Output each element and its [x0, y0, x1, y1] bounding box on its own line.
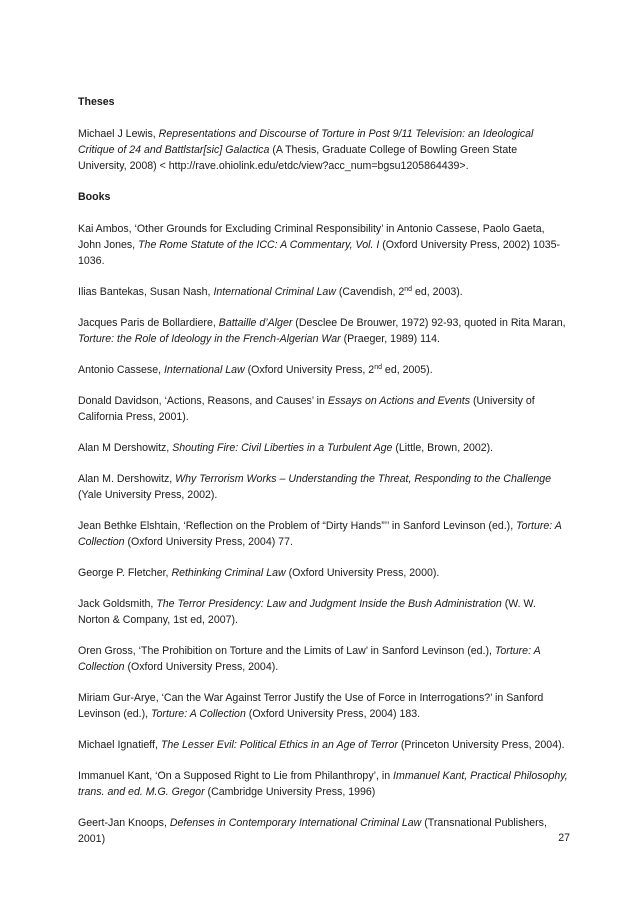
entry-text: Jean Bethke Elshtain, ‘Reflection on the Problem of “Dirty Hands”’’ in Sanford Levinson (ed.), [78, 520, 517, 532]
entry-text: (Transnational Publishers, 2001) [78, 817, 547, 845]
entry-text: (Oxford University Press, 2000). [285, 567, 440, 579]
bibliography-entry [78, 315, 568, 347]
entry-text: Ilias Bantekas, Susan Nash, [78, 286, 214, 298]
entry-text: ed, 2005). [381, 364, 433, 376]
bibliography-entry [78, 284, 568, 300]
bibliography-entry [78, 565, 568, 581]
bibliography-entry [78, 471, 568, 503]
bibliography-entry [78, 362, 568, 378]
entry-title: Immanuel Kant, Practical Philosophy, trans. and ed. M.G. Gregor [78, 770, 568, 798]
bibliography-entry [78, 690, 568, 722]
bibliography-entry [78, 768, 568, 800]
entry-text: Alan M Dershowitz, [78, 442, 173, 454]
entry-text: Immanuel Kant, ‘On a Supposed Right to Lie from Philanthropy’, in [78, 770, 394, 782]
entry-title: Shouting Fire: Civil Liberties in a Turbulent Age [172, 442, 393, 454]
entry-text: (Oxford University Press, 2004). [124, 661, 279, 673]
entry-text: George P. Fletcher, [78, 567, 172, 579]
entry-text: (Oxford University Press, 2004) 77. [124, 536, 293, 548]
section-heading-books: Books [78, 191, 111, 203]
entry-title: The Terror Presidency: Law and Judgment Inside the Bush Administration [156, 598, 502, 610]
entry-title: International Law [163, 364, 245, 376]
entry-title: The Rome Statute of the ICC: A Commentary, Vol. I [138, 239, 380, 251]
entry-text: (Praeger, 1989) 114. [340, 333, 440, 345]
entry-title: Rethinking Criminal Law [171, 567, 286, 579]
entry-title: Torture: A Collection [78, 520, 562, 548]
entry-text: Michael Ignatieff, [78, 739, 161, 751]
entry-text: Oren Gross, ‘The Prohibition on Torture and the Limits of Law’ in Sanford Levinson (ed.), [78, 645, 495, 657]
ordinal-suffix: nd [404, 286, 413, 293]
bibliography-entry [78, 643, 568, 675]
bibliography-entry [78, 737, 568, 753]
entry-title: Why Terrorism Works – Understanding the Threat, Responding to the Challenge [175, 473, 552, 485]
entry-title: Representations and Discourse of Torture in Post 9/11 Television: an Ideological Critique of 24 and Battlstar[sic] Galactica [78, 128, 534, 156]
entry-title: Defenses in Contemporary International Criminal Law [169, 817, 422, 829]
bibliography-entry [78, 126, 568, 174]
bibliography-entry [78, 596, 568, 628]
bibliography [78, 94, 568, 862]
entry-text: Miriam Gur-Arye, ‘Can the War Against Terror Justify the Use of Force in Interrogations?’ in Sanford Levinson (ed.), [78, 692, 544, 720]
entry-title: Torture: A Collection [151, 708, 246, 720]
entry-text: Kai Ambos, ‘Other Grounds for Excluding Criminal Responsibility’ in Antonio Cassese, Paolo Gaeta, John Jones, [78, 223, 545, 251]
entry-text: Geert-Jan Knoops, [78, 817, 170, 829]
entry-text: Michael J Lewis, [78, 128, 159, 140]
entry-text: (A Thesis, Graduate College of Bowling Green State University, 2008) < http://rave.ohiolink.edu/etdc/view?acc_num=bgsu1205864439>. [78, 144, 518, 172]
bibliography-entry [78, 518, 568, 550]
entry-text: (Oxford University Press, 2 [244, 364, 375, 376]
entry-title: Battaille d’Alger [218, 317, 293, 329]
entry-title: International Criminal Law [213, 286, 336, 298]
entry-text: Donald Davidson, ‘Actions, Reasons, and Causes’ in [78, 395, 328, 407]
page-number: 27 [558, 832, 570, 844]
ordinal-suffix: nd [374, 364, 382, 371]
section-heading-theses: Theses [78, 96, 115, 108]
entry-title: The Lesser Evil: Political Ethics in an Age of Terror [160, 739, 398, 751]
bibliography-entry [78, 815, 568, 847]
entry-text: Jacques Paris de Bollardiere, [78, 317, 219, 329]
entry-text: Antonio Cassese, [78, 364, 164, 376]
entry-text: (University of California Press, 2001). [78, 395, 535, 423]
entry-text: (Oxford University Press, 2004) 183. [245, 708, 421, 720]
entry-text: Alan M. Dershowitz, [78, 473, 176, 485]
entry-text: ed, 2003). [412, 286, 463, 298]
entry-text: Jack Goldsmith, [78, 598, 157, 610]
entry-text: (Little, Brown, 2002). [392, 442, 494, 454]
bibliography-entry [78, 221, 568, 269]
entry-text: (Desclee De Brouwer, 1972) 92-93, quoted in Rita Maran, [292, 317, 566, 329]
entry-text: (Cambridge University Press, 1996) [204, 786, 376, 798]
bibliography-entry [78, 393, 568, 425]
entry-text: (Oxford University Press, 2002) 1035-1036. [78, 239, 561, 267]
entry-title: Essays on Actions and Events [327, 395, 470, 407]
entry-text: (Cavendish, 2 [335, 286, 405, 298]
entry-text: (Yale University Press, 2002). [78, 489, 218, 501]
bibliography-entry [78, 440, 568, 456]
entry-title: Torture: A Collection [78, 645, 541, 673]
entry-text: (Princeton University Press, 2004). [397, 739, 565, 751]
entry-title: Torture: the Role of Ideology in the French-Algerian War [78, 333, 341, 345]
entry-text: (W. W. Norton & Company, 1st ed, 2007). [78, 598, 536, 626]
